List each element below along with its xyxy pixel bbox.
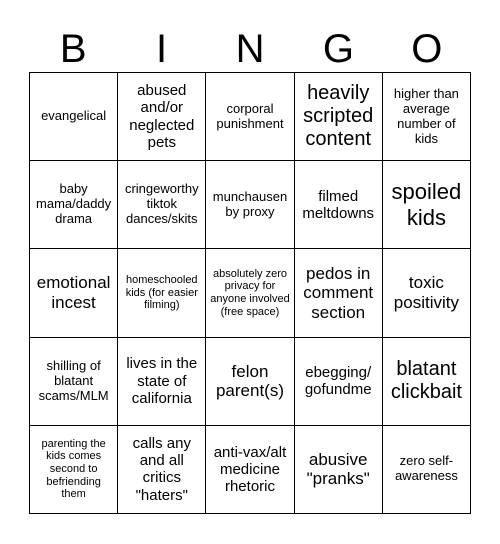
bingo-cell-r3-c2[interactable]: homeschooled kids (for easier filming)	[118, 249, 206, 337]
bingo-cell-r4-c4[interactable]: ebegging/ gofundme	[295, 338, 383, 426]
bingo-cell-r2-c3[interactable]: munchausen by proxy	[206, 161, 294, 249]
bingo-cell-r1-c1[interactable]: evangelical	[30, 73, 118, 161]
header-letter-o: O	[411, 27, 443, 71]
bingo-cell-r1-c4[interactable]: heavily scripted content	[295, 73, 383, 161]
header-letter-i: I	[156, 27, 168, 71]
header-letter-b: B	[59, 27, 87, 71]
bingo-cell-r2-c1[interactable]: baby mama/daddy drama	[30, 161, 118, 249]
bingo-cell-r4-c2[interactable]: lives in the state of california	[118, 338, 206, 426]
bingo-header	[29, 26, 471, 72]
bingo-board	[29, 72, 471, 514]
bingo-cell-r4-c5[interactable]: blatant clickbait	[383, 338, 471, 426]
bingo-cell-r5-c1[interactable]: parenting the kids comes second to befriending them	[30, 426, 118, 514]
bingo-cell-r5-c4[interactable]: abusive "pranks"	[295, 426, 383, 514]
bingo-cell-r3-c3[interactable]: absolutely zero privacy for anyone involved (free space)	[206, 249, 294, 337]
bingo-cell-r1-c2[interactable]: abused and/or neglected pets	[118, 73, 206, 161]
bingo-cell-r1-c3[interactable]: corporal punishment	[206, 73, 294, 161]
bingo-cell-r3-c4[interactable]: pedos in comment section	[295, 249, 383, 337]
bingo-cell-r5-c3[interactable]: anti-vax/alt medicine rhetoric	[206, 426, 294, 514]
bingo-cell-r2-c4[interactable]: filmed meltdowns	[295, 161, 383, 249]
header-letter-n: N	[235, 27, 265, 71]
bingo-cell-r3-c1[interactable]: emotional incest	[30, 249, 118, 337]
bingo-cell-r5-c2[interactable]: calls any and all critics "haters"	[118, 426, 206, 514]
bingo-cell-r3-c5[interactable]: toxic positivity	[383, 249, 471, 337]
bingo-cell-r4-c3[interactable]: felon parent(s)	[206, 338, 294, 426]
bingo-cell-r4-c1[interactable]: shilling of blatant scams/MLM	[30, 338, 118, 426]
header-letter-g: G	[322, 27, 354, 71]
bingo-cell-r2-c2[interactable]: cringeworthy tiktok dances/skits	[118, 161, 206, 249]
bingo-cell-r2-c5[interactable]: spoiled kids	[383, 161, 471, 249]
bingo-cell-r1-c5[interactable]: higher than average number of kids	[383, 73, 471, 161]
bingo-cell-r5-c5[interactable]: zero self-awareness	[383, 426, 471, 514]
